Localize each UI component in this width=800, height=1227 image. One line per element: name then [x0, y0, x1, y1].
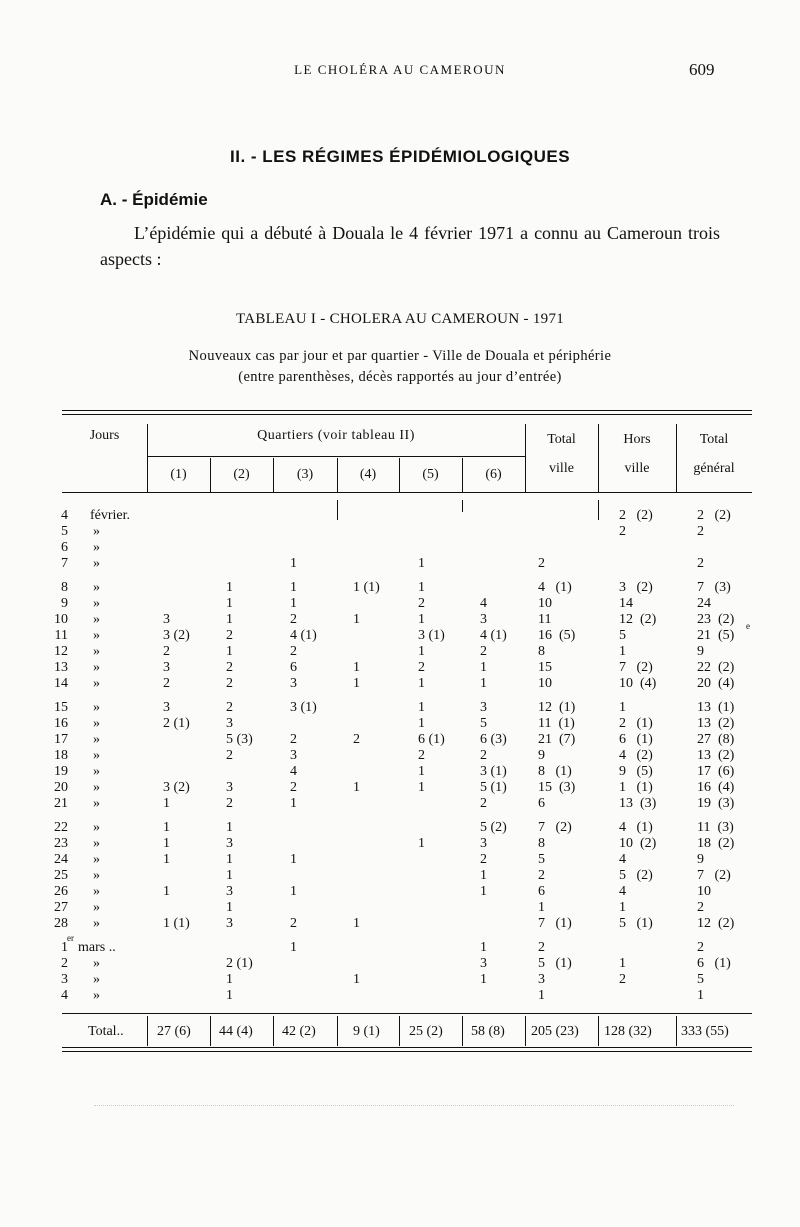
col-divider — [525, 1016, 526, 1046]
cell-q2: 5 (3) — [226, 732, 253, 747]
cell-month: » — [93, 556, 100, 571]
col-divider — [462, 500, 463, 512]
cell-month: » — [93, 644, 100, 659]
cell-total-general: 2 — [697, 524, 704, 539]
cell-q3: 3 (1) — [290, 700, 317, 715]
cell-total-general: 17 (6) — [697, 764, 735, 779]
cell-q1: 3 — [163, 660, 170, 675]
cell-q3: 1 — [290, 884, 297, 899]
totals-q5: 25 (2) — [409, 1024, 443, 1039]
cell-q3: 2 — [290, 780, 297, 795]
cell-q1: 3 — [163, 700, 170, 715]
cell-hors-ville: 4 — [619, 884, 626, 899]
cell-hors-ville: 5 (1) — [619, 916, 653, 931]
table-subtitle-line2: (entre parenthèses, décès rapportés au jour d’entrée) — [238, 369, 562, 385]
cell-day: 12 — [54, 644, 68, 659]
cell-q6: 6 (3) — [480, 732, 507, 747]
cell-q3: 1 — [290, 580, 297, 595]
cell-q5: 1 — [418, 676, 425, 691]
cell-q2: 1 — [226, 644, 233, 659]
cell-q4: 1 — [353, 660, 360, 675]
cell-hors-ville: 14 — [619, 596, 633, 611]
quartiers-header-rule — [147, 456, 525, 457]
cell-q3: 2 — [290, 644, 297, 659]
col-divider — [337, 500, 338, 520]
cell-month: » — [93, 716, 100, 731]
cell-total-general: 13 (2) — [697, 748, 735, 763]
cell-hors-ville: 7 (2) — [619, 660, 653, 675]
cell-q1: 3 (2) — [163, 780, 190, 795]
cell-total-ville: 1 — [538, 988, 545, 1003]
cell-day: 23 — [54, 836, 68, 851]
cell-day: 18 — [54, 748, 68, 763]
cell-q4: 1 (1) — [353, 580, 380, 595]
cell-q1: 1 — [163, 836, 170, 851]
cell-q5: 1 — [418, 580, 425, 595]
cell-q6: 4 (1) — [480, 628, 507, 643]
cell-total-general: 5 — [697, 972, 704, 987]
header-q2: (2) — [233, 467, 250, 482]
cell-hors-ville: 1 — [619, 700, 626, 715]
page-number: 609 — [689, 60, 715, 79]
cell-total-ville: 9 — [538, 748, 545, 763]
col-divider — [598, 1016, 599, 1046]
cell-q1: 3 — [163, 612, 170, 627]
cell-total-general: 7 (2) — [697, 868, 731, 883]
cell-q6: 5 (2) — [480, 820, 507, 835]
cell-q5: 1 — [418, 716, 425, 731]
subsection-title: A. - Épidémie — [100, 190, 208, 209]
cell-q6: 2 — [480, 748, 487, 763]
cell-q2: 1 — [226, 972, 233, 987]
cell-day: 17 — [54, 732, 68, 747]
cell-month: » — [93, 580, 100, 595]
cell-q4: 1 — [353, 676, 360, 691]
cell-total-general: 18 (2) — [697, 836, 735, 851]
cell-total-ville: 15 — [538, 660, 552, 675]
cell-q2: 1 — [226, 868, 233, 883]
cell-day: 24 — [54, 852, 68, 867]
cell-q5: 2 — [418, 660, 425, 675]
cell-q2: 3 — [226, 836, 233, 851]
cell-q5: 1 — [418, 556, 425, 571]
col-divider — [598, 500, 599, 520]
header-total-general-2: général — [693, 461, 735, 476]
cell-q3: 3 — [290, 748, 297, 763]
cell-hors-ville: 6 (1) — [619, 732, 653, 747]
cell-month: » — [93, 868, 100, 883]
cell-total-general: 2 — [697, 900, 704, 915]
col-divider — [210, 1016, 211, 1046]
totals-label: Total.. — [88, 1024, 124, 1039]
cell-total-general: 6 (1) — [697, 956, 731, 971]
cell-total-general: 2 — [697, 556, 704, 571]
header-total-general: Total — [699, 432, 729, 447]
cell-q6: 3 — [480, 836, 487, 851]
totals-q2: 44 (4) — [219, 1024, 253, 1039]
cell-month: mars .. — [78, 940, 116, 955]
cell-total-general: 7 (3) — [697, 580, 731, 595]
cell-day: 5 — [61, 524, 68, 539]
cell-total-general: 1 — [697, 988, 704, 1003]
cell-total-ville: 21 (7) — [538, 732, 576, 747]
cell-hors-ville: 1 — [619, 900, 626, 915]
header-q3: (3) — [296, 467, 314, 482]
col-divider — [337, 1016, 338, 1046]
cell-q1: 3 (2) — [163, 628, 190, 643]
cell-q6: 2 — [480, 644, 487, 659]
cell-q3: 1 — [290, 556, 297, 571]
cell-q3: 1 — [290, 796, 297, 811]
cell-q2: 2 — [226, 796, 233, 811]
cell-hors-ville: 4 (2) — [619, 748, 653, 763]
cell-month: » — [93, 628, 100, 643]
cell-total-general: 2 (2) — [697, 508, 731, 523]
cell-month: » — [93, 700, 100, 715]
totals-q6: 58 (8) — [471, 1024, 505, 1039]
cell-total-ville: 7 (2) — [538, 820, 572, 835]
cell-q5: 1 — [418, 836, 425, 851]
totals-q1: 27 (6) — [157, 1024, 191, 1039]
cell-q2: 1 — [226, 900, 233, 915]
cell-total-general: 22 (2) — [697, 660, 735, 675]
cell-month: » — [93, 916, 100, 931]
cell-q2: 2 — [226, 700, 233, 715]
header-bottom-rule — [62, 492, 752, 493]
cell-day: 6 — [61, 540, 68, 555]
cell-day: 13 — [54, 660, 68, 675]
cell-month: » — [93, 956, 100, 971]
cell-hors-ville: 2 — [619, 972, 626, 987]
cell-month: février. — [90, 508, 131, 523]
cell-day: 4 — [61, 508, 68, 523]
cell-day: 3 — [61, 972, 68, 987]
cell-q6: 1 — [480, 884, 487, 899]
cell-total-ville: 2 — [538, 940, 545, 955]
cell-month: » — [93, 596, 100, 611]
cell-hors-ville: 1 — [619, 956, 626, 971]
header-total-ville: Total — [547, 432, 576, 447]
cell-q4: 1 — [353, 972, 360, 987]
cell-q2: 3 — [226, 716, 233, 731]
cell-q1: 1 (1) — [163, 916, 190, 931]
cell-day: 22 — [54, 820, 68, 835]
cell-month: » — [93, 836, 100, 851]
cell-q2: 2 — [226, 748, 233, 763]
cell-q5: 6 (1) — [418, 732, 445, 747]
cell-q3: 1 — [290, 940, 297, 955]
cell-month: » — [93, 748, 100, 763]
cell-q6: 2 — [480, 796, 487, 811]
cell-q6: 1 — [480, 972, 487, 987]
header-hors-ville-2: ville — [624, 461, 650, 476]
cell-q1: 2 (1) — [163, 716, 190, 731]
cell-month: » — [93, 900, 100, 915]
running-header: LE CHOLÉRA AU CAMEROUN — [294, 62, 506, 77]
scan-artifact-line — [94, 1105, 734, 1106]
cell-q3: 4 (1) — [290, 628, 317, 643]
cell-day: 26 — [54, 884, 68, 899]
cell-q3: 2 — [290, 612, 297, 627]
header-quartiers: Quartiers (voir tableau II) — [257, 428, 415, 443]
cell-total-ville: 8 (1) — [538, 764, 572, 779]
cell-day: 25 — [54, 868, 68, 883]
cell-q6: 1 — [480, 868, 487, 883]
cell-total-ville: 5 — [538, 852, 545, 867]
cell-month: » — [93, 820, 100, 835]
cell-q1: 2 — [163, 644, 170, 659]
cell-q5: 1 — [418, 700, 425, 715]
cell-q5: 1 — [418, 780, 425, 795]
cell-total-ville: 2 — [538, 556, 545, 571]
cell-q2: 1 — [226, 852, 233, 867]
cell-q4: 2 — [353, 732, 360, 747]
cell-q6: 2 — [480, 852, 487, 867]
cell-day: 21 — [54, 796, 68, 811]
cell-day: 15 — [54, 700, 68, 715]
cell-day: 20 — [54, 780, 68, 795]
cell-day: 19 — [54, 764, 68, 779]
cell-total-ville: 1 — [538, 900, 545, 915]
table-bottom-rule-2 — [62, 1051, 752, 1052]
cell-total-ville: 3 — [538, 972, 545, 987]
cell-hors-ville: 2 — [619, 524, 626, 539]
cell-day: 1 — [61, 940, 68, 955]
cell-q2: 1 — [226, 580, 233, 595]
cell-month: » — [93, 764, 100, 779]
cell-month: » — [93, 796, 100, 811]
cell-total-ville: 10 — [538, 676, 552, 691]
cell-q3: 2 — [290, 916, 297, 931]
header-jours: Jours — [89, 428, 120, 443]
cell-q5: 1 — [418, 644, 425, 659]
cell-total-ville: 11 — [538, 612, 552, 627]
cell-q6: 1 — [480, 660, 487, 675]
cell-q5: 2 — [418, 748, 425, 763]
cell-total-general: 12 (2) — [697, 916, 735, 931]
cell-total-general: 21 (5) — [697, 628, 735, 643]
cell-month: » — [93, 780, 100, 795]
cell-total-general: 13 (1) — [697, 700, 735, 715]
cell-total-general: 16 (4) — [697, 780, 735, 795]
cell-total-general: 11 (3) — [697, 820, 734, 835]
cell-q1: 1 — [163, 796, 170, 811]
cell-q6: 3 — [480, 700, 487, 715]
col-divider — [676, 1016, 677, 1046]
cell-hors-ville: 10 (2) — [619, 836, 657, 851]
cell-total-ville: 8 — [538, 836, 545, 851]
cell-total-ville: 15 (3) — [538, 780, 576, 795]
cell-q2: 3 — [226, 780, 233, 795]
cell-hors-ville: 12 (2) — [619, 612, 657, 627]
cell-month: » — [93, 540, 100, 555]
table-top-rule — [62, 410, 752, 411]
col-divider — [462, 1016, 463, 1046]
cell-month: » — [93, 972, 100, 987]
col-divider — [399, 1016, 400, 1046]
cell-total-ville: 11 (1) — [538, 716, 575, 731]
cell-total-ville: 6 — [538, 796, 545, 811]
cell-total-ville: 2 — [538, 868, 545, 883]
cell-q2: 1 — [226, 988, 233, 1003]
cell-month: » — [93, 524, 100, 539]
cell-q6: 3 — [480, 612, 487, 627]
cell-hors-ville: 2 (1) — [619, 716, 653, 731]
cell-q6: 3 — [480, 956, 487, 971]
section-title: II. - LES RÉGIMES ÉPIDÉMIOLOGIQUES — [230, 147, 571, 166]
cell-hors-ville: 4 (1) — [619, 820, 653, 835]
cell-day: 8 — [61, 580, 68, 595]
cell-q2: 1 — [226, 820, 233, 835]
cell-day: 10 — [54, 612, 68, 627]
header-q6: (6) — [485, 467, 502, 482]
cell-hors-ville: 10 (4) — [619, 676, 657, 691]
cell-day: 16 — [54, 716, 68, 731]
cell-q2: 2 (1) — [226, 956, 253, 971]
totals-q4: 9 (1) — [353, 1024, 380, 1039]
cell-total-general: 19 (3) — [697, 796, 735, 811]
cell-q1: 1 — [163, 884, 170, 899]
cell-total-general: 20 (4) — [697, 676, 735, 691]
cell-q2: 2 — [226, 628, 233, 643]
cell-total-general: 27 (8) — [697, 732, 735, 747]
cell-total-general: 9 — [697, 852, 704, 867]
cell-total-ville: 12 (1) — [538, 700, 576, 715]
cell-day: 2 — [61, 956, 68, 971]
cell-day: 27 — [54, 900, 68, 915]
header-hors-ville: Hors — [623, 432, 651, 447]
cell-hors-ville: 5 — [619, 628, 626, 643]
cell-q1: 1 — [163, 820, 170, 835]
table-title: TABLEAU I - CHOLERA AU CAMEROUN - 1971 — [235, 311, 565, 327]
cell-q6: 1 — [480, 676, 487, 691]
cell-day: 4 — [61, 988, 68, 1003]
header-q1: (1) — [170, 467, 187, 482]
cell-total-ville: 7 (1) — [538, 916, 572, 931]
cell-q2: 3 — [226, 916, 233, 931]
table-bottom-rule — [62, 1047, 752, 1048]
cell-q4: 1 — [353, 780, 360, 795]
cell-total-ville: 10 — [538, 596, 552, 611]
cell-hors-ville: 3 (2) — [619, 580, 653, 595]
cell-day: 11 — [54, 628, 68, 643]
header-total-ville-2: ville — [549, 461, 574, 476]
cell-day: 14 — [54, 676, 68, 691]
cell-month: » — [93, 852, 100, 867]
cell-q1: 2 — [163, 676, 170, 691]
cell-q2: 1 — [226, 596, 233, 611]
cell-month: » — [93, 612, 100, 627]
totals-top-rule — [62, 1013, 752, 1014]
totals-hors-ville: 128 (32) — [604, 1024, 652, 1039]
cell-total-general: 23 (2) — [697, 612, 735, 627]
cell-total-ville: 5 (1) — [538, 956, 572, 971]
cell-total-ville: 6 — [538, 884, 545, 899]
cell-q6: 5 — [480, 716, 487, 731]
cell-hors-ville: 1 — [619, 644, 626, 659]
cell-q3: 4 — [290, 764, 297, 779]
totals-total-general: 333 (55) — [681, 1024, 729, 1039]
header-q5: (5) — [422, 467, 439, 482]
cell-q2: 2 — [226, 660, 233, 675]
cell-hors-ville: 5 (2) — [619, 868, 653, 883]
cell-day: 7 — [61, 556, 68, 571]
cell-q3: 2 — [290, 732, 297, 747]
cell-q2: 2 — [226, 676, 233, 691]
cell-hors-ville: 13 (3) — [619, 796, 657, 811]
cell-month: » — [93, 732, 100, 747]
cell-q6: 3 (1) — [480, 764, 507, 779]
col-divider — [147, 1016, 148, 1046]
header-q4: (4) — [359, 467, 377, 482]
cell-q3: 3 — [290, 676, 297, 691]
cell-q1: 1 — [163, 852, 170, 867]
cell-total-ville: 8 — [538, 644, 545, 659]
cell-month: » — [93, 884, 100, 899]
cell-q3: 6 — [290, 660, 297, 675]
totals-total-ville: 205 (23) — [531, 1024, 579, 1039]
table-top-rule-2 — [62, 414, 752, 415]
cell-total-general: 13 (2) — [697, 716, 735, 731]
cell-month: » — [93, 988, 100, 1003]
intro-paragraph: L’épidémie qui a débuté à Douala le 4 février 1971 a connu au Cameroun trois aspects : — [100, 223, 720, 269]
table-subtitle — [0, 346, 800, 388]
cell-q5: 3 (1) — [418, 628, 445, 643]
cell-hors-ville: 1 (1) — [619, 780, 653, 795]
cell-day: 28 — [54, 916, 68, 931]
cell-q5: 2 — [418, 596, 425, 611]
cell-total-ville: 4 (1) — [538, 580, 572, 595]
cell-q4: 1 — [353, 612, 360, 627]
cell-q2: 1 — [226, 612, 233, 627]
cell-q5: 1 — [418, 612, 425, 627]
cell-month: » — [93, 660, 100, 675]
cell-q6: 5 (1) — [480, 780, 507, 795]
table-subtitle-line1: Nouveaux cas par jour et par quartier - Ville de Douala et périphérie — [188, 348, 612, 364]
cell-month: » — [93, 676, 100, 691]
totals-q3: 42 (2) — [282, 1024, 316, 1039]
cell-total-general: 24 — [697, 596, 711, 611]
cell-day: 9 — [61, 596, 68, 611]
col-divider — [273, 1016, 274, 1046]
cell-q6: 4 — [480, 596, 487, 611]
cell-q3: 1 — [290, 596, 297, 611]
cell-q2: 3 — [226, 884, 233, 899]
cell-total-general: 2 — [697, 940, 704, 955]
cell-total-general: 10 — [697, 884, 711, 899]
cell-q4: 1 — [353, 916, 360, 931]
cell-hors-ville: 4 — [619, 852, 626, 867]
cell-total-general: 9 — [697, 644, 704, 659]
cell-total-ville: 16 (5) — [538, 628, 576, 643]
cell-q6: 1 — [480, 940, 487, 955]
cell-q3: 1 — [290, 852, 297, 867]
cell-hors-ville: 9 (5) — [619, 764, 653, 779]
cell-q5: 1 — [418, 764, 425, 779]
cell-hors-ville: 2 (2) — [619, 508, 653, 523]
